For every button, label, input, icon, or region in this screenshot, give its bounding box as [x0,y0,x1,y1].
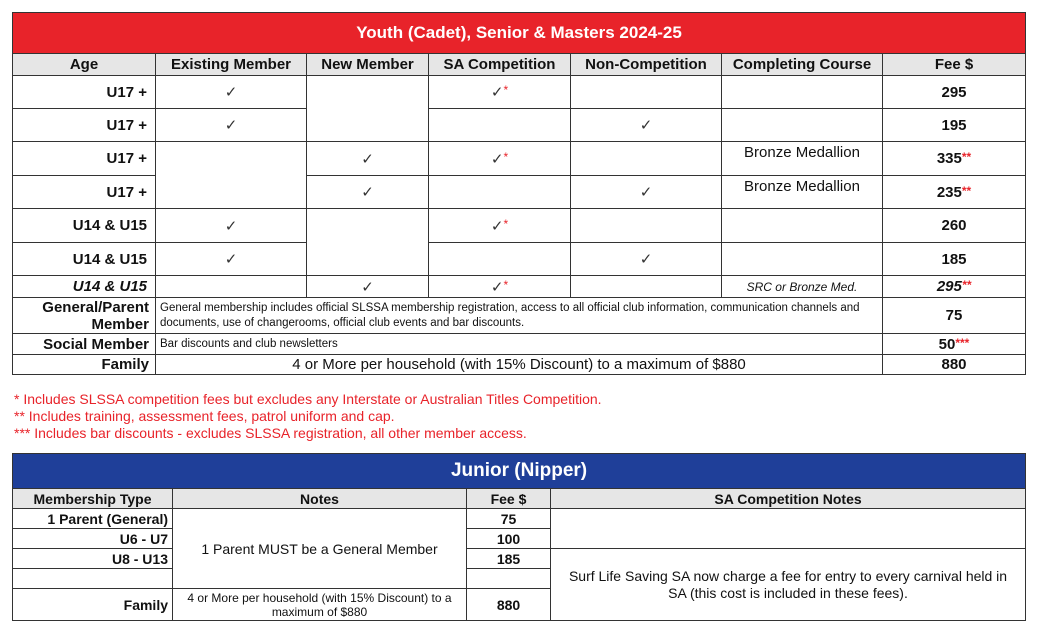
non-competition-cell [571,176,722,209]
fee-cell [467,569,551,589]
family-description: 4 or More per household (with 15% Discount) to a maximum of $880 [156,355,883,375]
fee-cell [883,142,1026,176]
sa-competition-cell [429,209,571,243]
header-existing-member: Existing Member [156,54,307,76]
check-icon: ✓ [639,184,653,201]
junior-table-title: Junior (Nipper) [13,454,1026,489]
age-cell: U17 + [13,76,156,109]
membership-type-cell [13,569,173,589]
age-cell: U17 + [13,142,156,176]
check-icon: ✓ [361,150,374,168]
sa-notes-blank [551,509,1026,549]
fee-value: 235 [936,183,962,201]
check-icon: ✓ [361,278,374,296]
sa-competition-cell [429,276,571,298]
senior-fees-table [12,12,1026,375]
fee-cell: 880 [883,355,1026,375]
fee-cell: 185 [467,549,551,569]
header-fee: Fee $ [883,54,1026,76]
check-icon: ✓ [490,278,504,296]
membership-type-cell: Family [13,589,173,621]
header-fee: Fee $ [467,489,551,509]
social-member-label: Social Member [13,334,156,355]
footnote-2: ** Includes training, assessment fees, patrol uniform and cap. [14,408,395,424]
asterisk: * [503,216,509,231]
course-cell: Bronze Medallion [722,176,883,209]
general-member-row [13,298,1026,334]
new-member-cell [307,76,429,142]
footnote-1: * Includes SLSSA competition fees but excludes any Interstate or Australian Titles Competition. [14,391,602,407]
existing-member-cell [156,276,307,298]
footnote-3: *** Includes bar discounts - excludes SLSSA registration, all other member access. [14,425,527,441]
table-row [13,142,1026,176]
course-cell [722,76,883,109]
fee-value: 50 [938,335,956,353]
age-cell: U17 + [13,176,156,209]
sa-competition-cell [429,176,571,209]
asterisk: * [503,149,509,164]
fee-cell: 100 [467,529,551,549]
fee-value: 295 [936,278,962,295]
senior-table-title: Youth (Cadet), Senior & Masters 2024-25 [13,13,1026,54]
check-icon: ✓ [490,217,504,235]
check-icon: ✓ [361,184,374,201]
fee-cell: 260 [883,209,1026,243]
age-cell: U14 & U15 [13,276,156,298]
check-icon: ✓ [224,251,238,268]
header-non-competition: Non-Competition [571,54,722,76]
new-member-cell [307,276,429,298]
header-age: Age [13,54,156,76]
fee-cell: 75 [883,298,1026,334]
general-label-line1: General/Parent [42,298,149,316]
check-icon: ✓ [224,217,238,235]
new-member-cell [307,209,429,276]
age-cell: U14 & U15 [13,243,156,276]
course-cell: Bronze Medallion [722,142,883,176]
sa-competition-cell [429,142,571,176]
general-member-description: General membership includes official SLSSA membership registration, access to all official club information, communication channels and documents, use of changerooms, official club events and bar discounts. [156,298,883,334]
asterisk: ** [961,278,972,292]
fee-cell [883,276,1026,298]
existing-member-cell [156,243,307,276]
general-member-label [13,298,156,334]
header-new-member: New Member [307,54,429,76]
age-cell: U17 + [13,109,156,142]
check-icon: ✓ [224,117,238,134]
new-member-cell [307,176,429,209]
existing-member-cell [156,209,307,243]
table-row [13,76,1026,109]
new-member-cell [307,142,429,176]
non-competition-cell [571,276,722,298]
fee-cell: 195 [883,109,1026,142]
fee-cell [883,334,1026,355]
membership-type-cell: U8 - U13 [13,549,173,569]
asterisk: * [503,277,509,292]
course-cell [722,109,883,142]
non-competition-cell [571,76,722,109]
existing-member-cell [156,142,307,209]
non-competition-cell [571,209,722,243]
junior-header-row [13,489,1026,509]
check-icon: ✓ [224,84,238,101]
non-competition-cell [571,142,722,176]
non-competition-cell [571,243,722,276]
membership-type-cell: 1 Parent (General) [13,509,173,529]
sa-competition-cell [429,109,571,142]
fee-cell [883,176,1026,209]
footnotes [14,391,602,442]
asterisk: * [503,83,509,97]
senior-header-row [13,54,1026,76]
family-note: 4 or More per household (with 15% Discount) to a maximum of $880 [173,589,467,621]
header-membership-type: Membership Type [13,489,173,509]
social-member-description: Bar discounts and club newsletters [156,334,883,355]
check-icon: ✓ [639,117,653,134]
table-row [13,509,1026,529]
asterisk: ** [961,150,972,164]
existing-member-cell [156,76,307,109]
social-member-row [13,334,1026,355]
general-label-line2: Member [91,315,149,333]
header-completing-course: Completing Course [722,54,883,76]
asterisk: ** [961,183,972,198]
course-cell [722,243,883,276]
fee-cell: 75 [467,509,551,529]
existing-member-cell [156,109,307,142]
course-cell: SRC or Bronze Med. [722,276,883,298]
course-cell [722,209,883,243]
family-row [13,355,1026,375]
family-label: Family [13,355,156,375]
check-icon: ✓ [490,150,504,168]
asterisk: *** [955,335,970,350]
non-competition-cell [571,109,722,142]
header-sa-competition: SA Competition [429,54,571,76]
sa-competition-note: Surf Life Saving SA now charge a fee for entry to every carnival held in SA (this cost is included in these fees). [551,549,1026,621]
sa-competition-cell [429,243,571,276]
fee-cell: 185 [883,243,1026,276]
membership-type-cell: U6 - U7 [13,529,173,549]
check-icon: ✓ [490,84,504,101]
parent-note: 1 Parent MUST be a General Member [173,509,467,589]
table-row [13,276,1026,298]
table-row [13,109,1026,142]
check-icon: ✓ [639,251,653,268]
table-row [13,243,1026,276]
age-cell: U14 & U15 [13,209,156,243]
header-sa-competition-notes: SA Competition Notes [551,489,1026,509]
fee-cell: 295 [883,76,1026,109]
junior-fees-table [12,453,1026,621]
fee-cell: 880 [467,589,551,621]
header-notes: Notes [173,489,467,509]
sa-competition-cell [429,76,571,109]
fee-value: 335 [936,150,962,167]
table-row [13,209,1026,243]
table-row [13,549,1026,569]
